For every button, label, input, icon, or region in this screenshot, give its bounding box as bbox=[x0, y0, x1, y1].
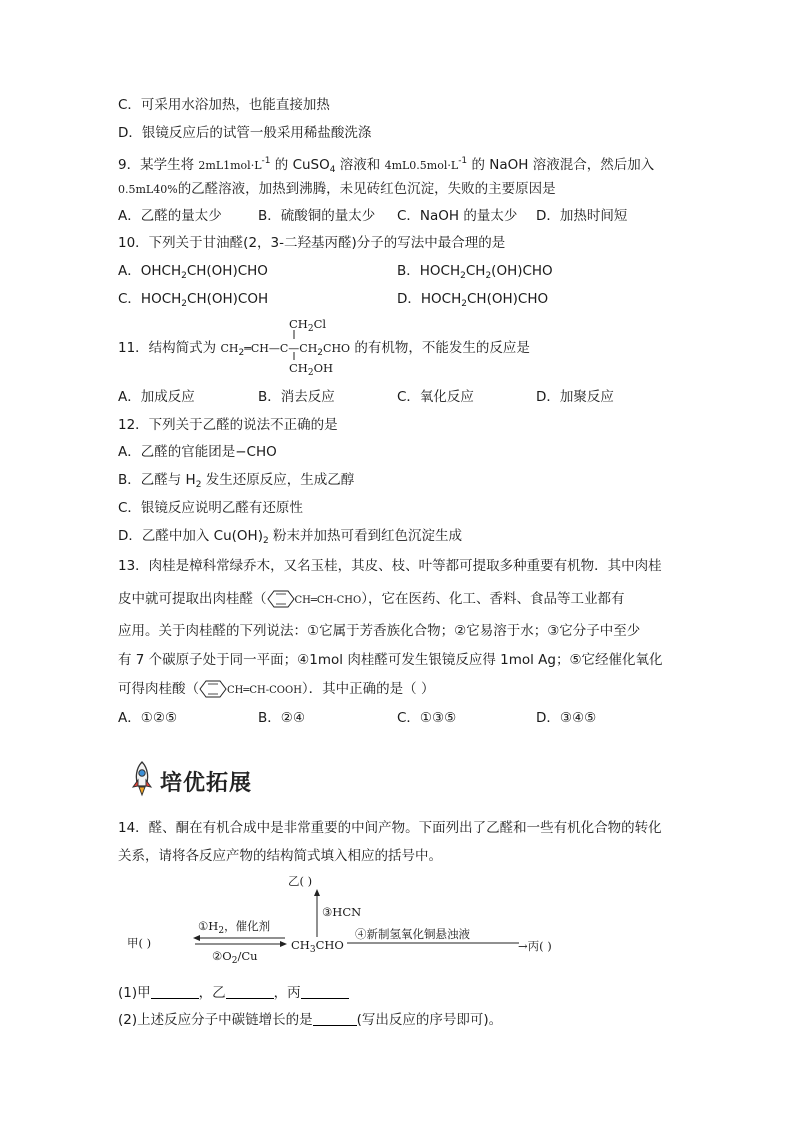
benzene-ring-icon bbox=[199, 679, 227, 699]
q13-option-c: C．①③⑤ bbox=[397, 710, 457, 726]
q14-line1: 14．醛、酮在有机合成中是非常重要的中间产物。下面列出了乙醛和一些有机化合物的转化 bbox=[118, 820, 662, 836]
q13-option-a: A．①②⑤ bbox=[118, 710, 178, 726]
q10-option-b: B．$HOCH_2CH_2(OH)CHO$ bbox=[397, 263, 553, 281]
q9-option-c: C．NaOH 的量太少 bbox=[397, 208, 518, 224]
rocket-icon bbox=[128, 760, 156, 798]
scheme-arrow-double bbox=[193, 934, 287, 948]
q10-option-c: C．$HOCH_2CH(OH)COH$ bbox=[118, 291, 269, 309]
scheme-jia: 甲( ) bbox=[127, 936, 152, 950]
scheme-arrow-right bbox=[347, 940, 527, 946]
scheme-reagent-2: $②O_2/Cu$ bbox=[212, 949, 258, 966]
q14-answer-2: (2)上述反应分子中碳链增长的是 (写出反应的序号即可)。 bbox=[118, 1012, 503, 1028]
q8-option-d: D．银镜反应后的试管一般采用稀盐酸洗涤 bbox=[118, 125, 372, 141]
scheme-yi: 乙( ) bbox=[288, 874, 313, 888]
scheme-reagent-3: ③HCN bbox=[322, 905, 362, 919]
q12-option-c: C．银镜反应说明乙醛有还原性 bbox=[118, 500, 303, 516]
q12-option-a: A．乙醛的官能团是−CHO bbox=[118, 444, 277, 460]
q9-stem-line1: 9．某学生将 $2mL1mol\cdot L^{-1}$ 的 CuSO$_4$ 溶液和 $4mL0.5mol\cdot L^{-1}$ 的 NaOH 溶液混合，然后加入 bbox=[118, 156, 655, 175]
scheme-bing: →丙( ) bbox=[518, 939, 552, 953]
q14-line2: 关系，请将各反应产物的结构简式填入相应的括号中。 bbox=[118, 848, 442, 864]
q11-formula-bottom: $CH_2OH$ bbox=[289, 361, 334, 378]
q11-formula-top: $CH_2Cl$ bbox=[289, 317, 327, 334]
q9-option-b: B．硫酸铜的量太少 bbox=[258, 208, 376, 224]
q13-line4: 有 7 个碳原子处于同一平面；④1mol 肉桂醛可发生银镜反应得 1mol Ag；⑤它经催化氧化 bbox=[118, 652, 663, 668]
q12-option-d: D．乙醛中加入 $Cu(OH)_2$ 粉末并加热可看到红色沉淀生成 bbox=[118, 528, 463, 546]
scheme-reagent-4: ④新制氢氧化铜悬浊液 bbox=[355, 927, 470, 941]
scheme-center-acetaldehyde: $CH_3CHO$ bbox=[291, 938, 344, 955]
q13-line1: 13．肉桂是樟科常绿乔木，又名玉桂，其皮、枝、叶等都可提取多种重要有机物．其中肉桂 bbox=[118, 558, 662, 574]
q9-option-a: A．乙醛的量太少 bbox=[118, 208, 222, 224]
q9-option-d: D．加热时间短 bbox=[536, 208, 628, 224]
q12-option-b: B．乙醛与 $H_2$ 发生还原反应，生成乙醇 bbox=[118, 472, 355, 490]
q12-stem: 12．下列关于乙醛的说法不正确的是 bbox=[118, 417, 338, 433]
q11-option-c: C．氧化反应 bbox=[397, 389, 474, 405]
scheme-reagent-1: $①H_2$，催化剂 bbox=[198, 919, 271, 936]
q11-option-b: B．消去反应 bbox=[258, 389, 335, 405]
q13-option-b: B．②④ bbox=[258, 710, 305, 726]
q10-option-a: A．$OHCH_2CH(OH)CHO$ bbox=[118, 263, 268, 281]
q11-option-d: D．加聚反应 bbox=[536, 389, 614, 405]
section-title: 培优拓展 bbox=[160, 771, 253, 796]
q13-line5: 可得肉桂酸（ CH═CH-COOH）．其中正确的是（ ） bbox=[118, 681, 435, 697]
q11-stem: 11．结构简式为 $CH_2═CH—C—CH_2CHO$ 的有机物，不能发生的反应是 bbox=[118, 340, 530, 358]
scheme-arrow-up bbox=[313, 889, 321, 939]
q13-option-d: D．③④⑤ bbox=[536, 710, 597, 726]
q13-line3: 应用。关于肉桂醛的下列说法：①它属于芳香族化合物；②它易溶于水；③它分子中至少 bbox=[118, 623, 641, 639]
q10-stem: 10．下列关于甘油醛(2，3-二羟基丙醛)分子的写法中最合理的是 bbox=[118, 235, 506, 251]
benzene-ring-icon bbox=[267, 589, 295, 609]
q9-stem-line2: 0.5mL40%的乙醛溶液，加热到沸腾，未见砖红色沉淀，失败的主要原因是 bbox=[118, 181, 556, 197]
section-header bbox=[128, 760, 278, 800]
q10-option-d: D．$HOCH_2CH(OH)CHO$ bbox=[397, 291, 549, 309]
q11-option-a: A．加成反应 bbox=[118, 389, 195, 405]
q14-answer-1: (1)甲 ，乙 ，丙 bbox=[118, 984, 349, 1002]
q8-option-c: C．可采用水浴加热，也能直接加热 bbox=[118, 97, 330, 113]
q13-line2: 皮中就可提取出肉桂醛（ CH═CH-CHO），它在医药、化工、香料、食品等工业都有 bbox=[118, 591, 625, 607]
